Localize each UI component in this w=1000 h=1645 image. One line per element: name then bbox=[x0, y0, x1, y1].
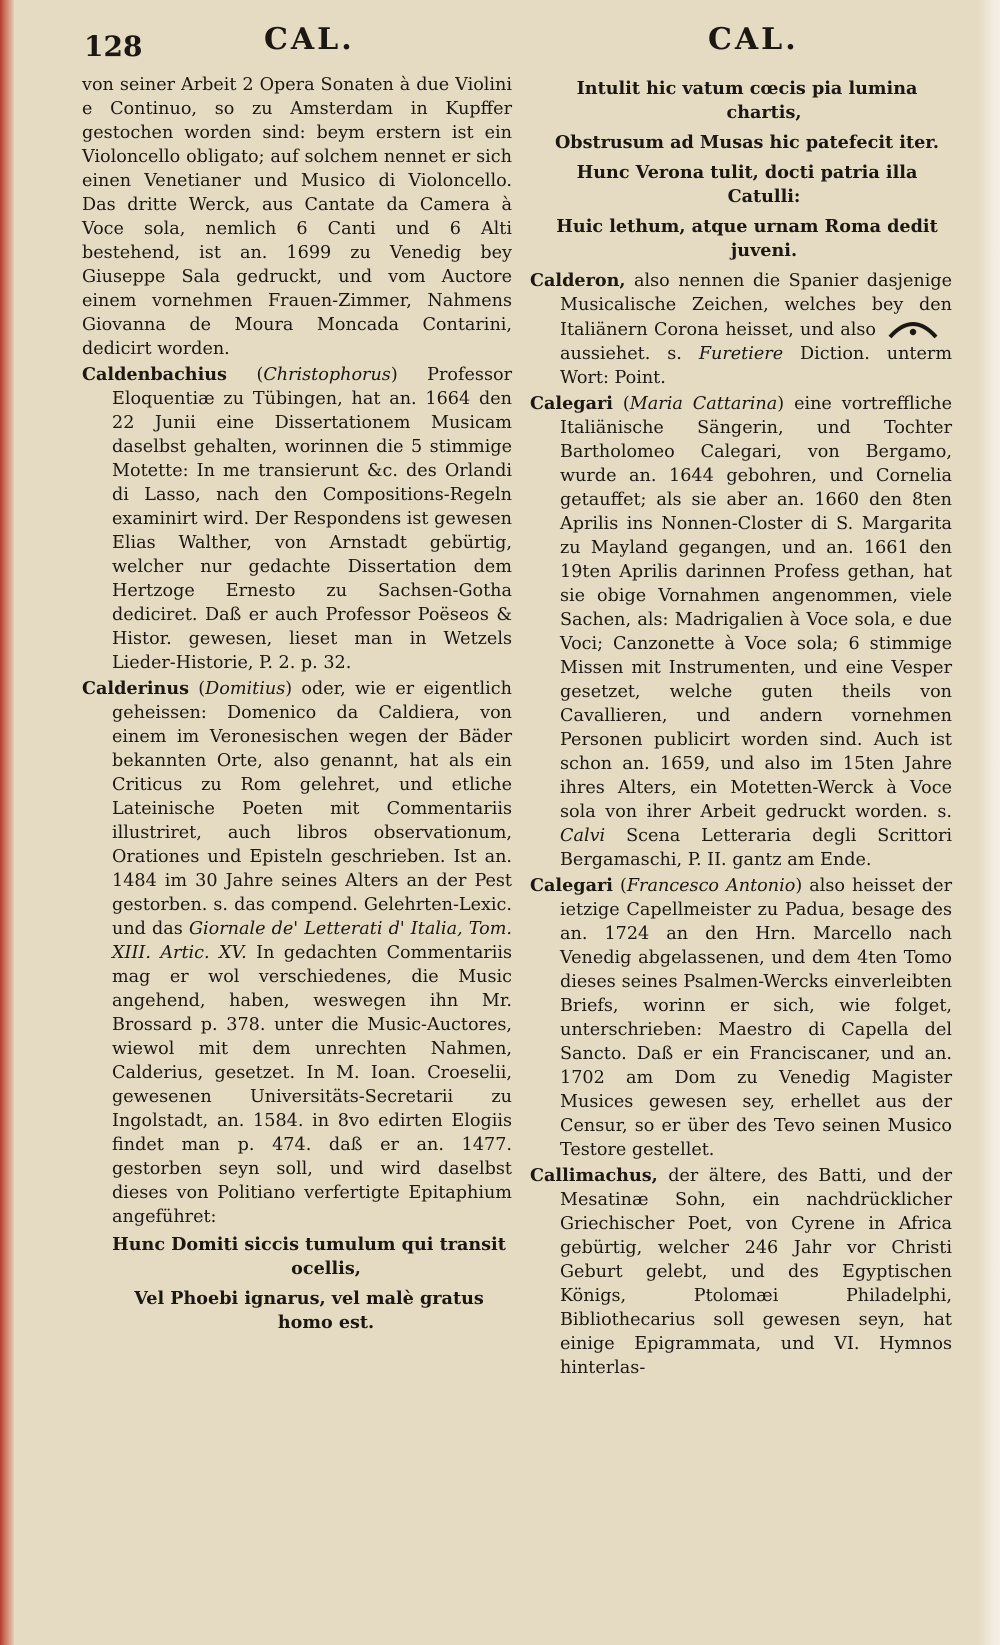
entry-text: also heisset der ietzige Capellmeister zu Padua, besage des an. 1724 an den Hrn. Marcello nach Venedig abgelassenen, und dem 4ten Tomo dieses seines Psalmen-Wercks einverleibten Briefs, worinn er sich, wie folget, unterschrieben: Maestro di Capella del Sancto. Daß er ein Franciscaner, und an. 1702 am Dom zu Venedig Magister Musices gewesen sey, erhellet aus der Censur, so er über des Tevo seinen Musico Testore gestellet. bbox=[560, 876, 953, 1160]
entry-caldenbachius: Caldenbachius (Christophorus) Professor Eloquentiæ zu Tübingen, hat an. 1664 den 22 Junii eine Dissertationem Musicam daselbst gehalten, worinnen die 5 stimmige Motette: In me transierunt &c. des Orlandi di Lasso, nach den Compositions-Regeln examinirt wird. Der Respondens ist gewesen Elias Walther, von Arnstadt gebürtig, welcher nur gedachte Dissertation dem Hertzoge Ernesto zu Sachsen-Gotha dediciret. Daß er auch Professor Poëseos & Histor. gewesen, lieset man in Wetzels Lieder-Historie, P. 2. p. 32. bbox=[82, 364, 512, 673]
headword: Calegari bbox=[530, 393, 613, 414]
page-left-edge bbox=[0, 0, 14, 1645]
epitaph-verse: Vel Phoebi ignarus, vel malè gratus homo est. bbox=[134, 1288, 484, 1333]
epitaph-verse: Intulit hic vatum cœcis pia lumina chartis, bbox=[576, 78, 918, 123]
right-column bbox=[530, 73, 952, 1382]
entry-text: Scena Letteraria degli Scrittori Bergamaschi, P. II. gantz am Ende. bbox=[560, 826, 952, 870]
headword: Caldenbachius bbox=[82, 364, 227, 385]
citation: Calvi bbox=[560, 826, 606, 846]
entry-calderinus: Calderinus (Domitius) oder, wie er eigentlich geheissen: Domenico da Caldiera, von einem im Veronesischen wegen der Bäder bekannten Orte, also genannt, hat als ein Criticus zu Rom gelehret, und etliche Lateinische Poeten mit Commentariis illustriret, auch libros observationum, Orationes und Episteln geschrieben. Ist an. 1484 im 30 Jahre seines Alters an der Pest gestorben. s. das compend. Gelehrten-Lexic. und das Giornale de' Letterati d' Italia, Tom. XIII. Artic. XV. In gedachten Commentariis mag er wol verschiedenes, die Music angehend, haben, weswegen ihn Mr. Brossard p. 378. unter die Music-Auctores, wiewol mit dem unrechten Nahmen, Calderius, gesetzet. In M. Ioan. Croeselii, gewesenen Universitäts-Secretarii zu Ingolstadt, an. 1584. in 8vo edirten Elogiis findet man p. 474. daß er an. 1477. gestorben seyn soll, und wird daselbst dieses von Politiano verfertigte Epitaphium angeführet: bbox=[82, 678, 512, 1227]
page-number: 128 bbox=[84, 30, 143, 63]
entry-text: In gedachten Commentariis mag er wol verschiedenes, die Music angehend, haben, weswegen ihn Mr. Brossard p. 378. unter die Music-Auctores, wiewol mit dem unrechten Nahmen, Calderius, gesetzet. In M. Ioan. Croeselii, gewesenen Universitäts-Secretarii zu Ingolstadt, an. 1584. in 8vo edirten Elogiis findet man p. 474. daß er an. 1477. gestorben seyn soll, und wird daselbst dieses von Politiano verfertigte Epitaphium angeführet: bbox=[112, 943, 512, 1227]
entry-calegari-maria: Calegari (Maria Cattarina) eine vortreffliche Italiänische Sängerin, und Tochter Bartholomeo Calegari, von Bergamo, wurde an. 1644 gebohren, und Cornelia getauffet; als sie aber an. 1660 den 8ten Aprilis ins Nonnen-Closter di S. Margarita zu Mayland gegangen, und an. 1661 den 19ten Aprilis darinnen Profess gethan, hat sie obige Vornahmen angenommen, viele Sachen, als: Madrigalien à Voce sola, e due Voci; Canzonette à Voce sola; 6 stimmige Missen mit Instrumenten, und eine Vesper gesetzet, welche guten theils von Cavallieren, und andern vornehmen Personen publicirt worden sind. Auch ist schon an. 1659, und also im 15ten Jahre ihres Alters, ein Motetten-Werck à Voce sola von ihrer Arbeit gedruckt worden. s. Calvi Scena Letteraria degli Scrittori Bergamaschi, P. II. gantz am Ende. bbox=[530, 393, 952, 870]
headword: Calderon, bbox=[530, 270, 626, 291]
epitaph-verse: Hunc Verona tulit, docti patria illa Catulli: bbox=[576, 162, 918, 207]
running-head-right: CAL. bbox=[708, 22, 799, 57]
page-right-edge bbox=[978, 0, 1000, 1645]
epitaph-verse: Huic lethum, atque urnam Roma dedit juveni. bbox=[556, 216, 938, 261]
headword: Calderinus bbox=[82, 678, 190, 699]
entry-calegari-francesco: Calegari (Francesco Antonio) also heisset der ietzige Capellmeister zu Padua, besage des an. 1724 an den Hrn. Marcello nach Venedig abgelassenen, und dem 4ten Tomo dieses seines Psalmen-Wercks einverleibten Briefs, worinn er sich, wie folget, unterschrieben: Maestro di Capella del Sancto. Daß er ein Franciscaner, und an. 1702 am Dom zu Venedig Magister Musices gewesen sey, erhellet aus der Censur, so er über des Tevo seinen Musico Testore gestellet. bbox=[530, 875, 953, 1160]
page-header bbox=[0, 12, 1000, 62]
entry-text: oder, wie er eigentlich geheissen: Domenico da Caldiera, von einem im Veronesischen wegen der Bäder bekannten Orte, also genannt, hat als ein Criticus zu Rom gelehret, und etliche Lateinische Poeten mit Commentariis illustriret, auch libros observationum, Orationes und Episteln geschrieben. Ist an. 1484 im 30 Jahre seines Alters an der Pest gestorben. s. das compend. Gelehrten-Lexic. und das bbox=[112, 679, 512, 939]
entry-continuation bbox=[82, 73, 512, 361]
entry-text: der ältere, des Batti, und der Mesatinæ Sohn, ein nachdrücklicher Griechischer Poet, von Cyrene in Africa gebürtig, welcher 246 Jahr vor Christi Geburt gelebt, und des Egyptischen Königs, Ptolomæi Philadelphi, Bibliothecarius soll gewesen seyn, hat einige Epigrammata, und VI. Hymnos hinterlas- bbox=[560, 1166, 952, 1378]
given-name: Domitius bbox=[205, 679, 286, 699]
epitaph-verse: Hunc Domiti siccis tumulum qui transit ocellis, bbox=[112, 1234, 506, 1279]
given-name: Maria Cattarina bbox=[629, 394, 778, 414]
given-name: Francesco Antonio bbox=[626, 876, 796, 896]
headword: Callimachus, bbox=[530, 1165, 658, 1186]
entry-text: eine vortreffliche Italiänische Sängerin, und Tochter Bartholomeo Calegari, von Bergamo, wurde an. 1644 gebohren, und Cornelia getauffet; als sie aber an. 1660 den 8ten Aprilis ins Nonnen-Closter di S. Margarita zu Mayland gegangen, und an. 1661 den 19ten Aprilis darinnen Profess gethan, hat sie obige Vornahmen angenommen, viele Sachen, als: Madrigalien à Voce sola, e due Voci; Canzonette à Voce sola; 6 stimmige Missen mit Instrumenten, und eine Vesper gesetzet, welche guten theils von Cavallieren, und andern vornehmen Personen publicirt worden sind. Auch ist schon an. 1659, und also im 15ten Jahre ihres Alters, ein Motetten-Werck à Voce sola von ihrer Arbeit gedruckt worden. s. bbox=[560, 394, 952, 822]
entry-text: Professor Eloquentiæ zu Tübingen, hat an. 1664 den 22 Junii eine Dissertationem Musicam daselbst gehalten, worinnen die 5 stimmige Motette: In me transierunt &c. des Orlandi di Lasso, nach den Compositions-Regeln examinirt wird. Der Respondens ist gewesen Elias Walther, von Arnstadt gebürtig, welcher nur gedachte Dissertation dem Hertzoge Ernesto zu Sachsen-Gotha dediciret. Daß er auch Professor Poëseos & Histor. gewesen, lieset man in Wetzels Lieder-Historie, P. 2. p. 32. bbox=[112, 365, 512, 673]
entry-text: Diction. unterm Wort: Point. bbox=[560, 344, 953, 388]
left-column bbox=[82, 73, 512, 1341]
entry-callimachus bbox=[530, 1164, 952, 1380]
fermata-sign-icon bbox=[886, 317, 940, 339]
running-head-left: CAL. bbox=[264, 22, 355, 57]
entry-text: von seiner Arbeit 2 Opera Sonaten à due Violini e Continuo, so zu Amsterdam in Kupffer gestochen worden sind: beym erstern ist ein Violoncello obligato; auf solchem nennet er sich einen Venetianer und Musico di Violoncello. Das dritte Werck, aus Cantate da Camera à Voce sola, nemlich 6 Canti und 6 Alti bestehend, ist an. 1699 zu Venedig bey Giuseppe Sala gedruckt, und vom Auctore einem vornehmen Frauen-Zimmer, Nahmens Giovanna de Moura Moncada Contarini, dedicirt worden. bbox=[82, 75, 512, 359]
given-name: Christophorus bbox=[263, 365, 391, 385]
headword: Calegari bbox=[530, 875, 613, 896]
citation: Giornale de' Letterati d' Italia, Tom. XIII. Artic. XV. bbox=[112, 919, 512, 963]
entry-calderon bbox=[530, 269, 952, 390]
entry-text: aussiehet. s. bbox=[560, 344, 682, 364]
epitaph-verse: Obstrusum ad Musas hic patefecit iter. bbox=[554, 132, 940, 153]
entry-text: also nennen die Spanier dasjenige Musicalische Zeichen, welches bey den Italiänern Corona heisset, und also bbox=[560, 271, 953, 340]
citation: Furetiere bbox=[698, 344, 784, 364]
